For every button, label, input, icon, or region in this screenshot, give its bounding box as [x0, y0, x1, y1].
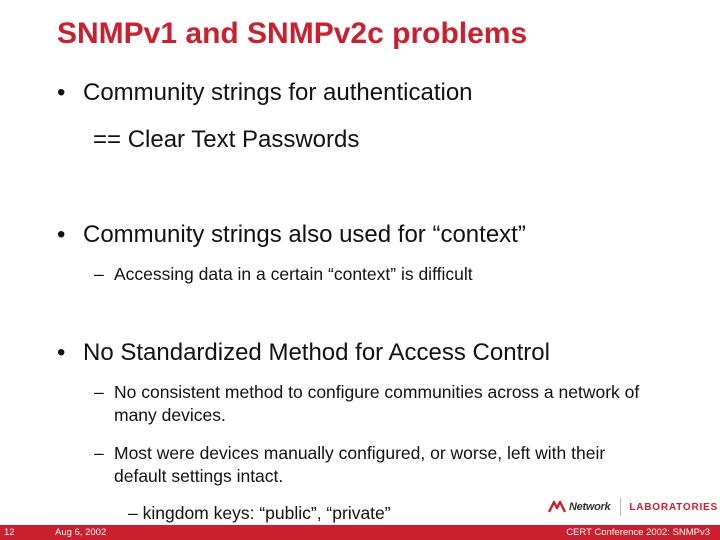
bullet-community-context: [57, 221, 526, 249]
logo-laboratories: LABORATORIES: [629, 501, 718, 513]
footer-conference: CERT Conference 2002: SNMPv3: [566, 527, 710, 538]
network-logo-icon: [548, 500, 566, 514]
sub-sub-bullet-kingdom-keys: [128, 503, 391, 524]
bullet-community-auth: [57, 79, 473, 107]
sub-bullet-context: [94, 263, 654, 286]
footer-date: Aug 6, 2002: [55, 527, 107, 538]
bullet-dot: •: [57, 339, 66, 366]
sub-bullet-text: Accessing data in a certain “context” is difficult: [114, 264, 473, 284]
bullet-continuation: == Clear Text Passwords: [93, 126, 360, 153]
dash: –: [94, 264, 104, 284]
network-associates-logo: [548, 496, 718, 518]
dash: –: [94, 443, 104, 463]
bullet-text: Community strings also used for “context”: [83, 221, 526, 248]
sub-bullet-consistent: [94, 381, 654, 427]
logo-brand: Network: [569, 501, 611, 513]
bullet-dot: •: [57, 79, 66, 106]
logo-divider: [620, 498, 621, 516]
slide-title: SNMPv1 and SNMPv2c problems: [57, 17, 528, 50]
dash: –: [128, 503, 138, 523]
footer-page-number: 12: [4, 527, 15, 538]
dash: –: [94, 382, 104, 402]
sub-bullet-manual: [94, 442, 654, 488]
sub-bullet-text: Most were devices manually configured, or worse, left with their default settings intact.: [114, 443, 606, 486]
sub-sub-bullet-text: kingdom keys: “public”, “private”: [142, 503, 391, 523]
bullet-text: No Standardized Method for Access Control: [83, 339, 550, 366]
bullet-access-control: [57, 339, 550, 367]
bullet-text: Community strings for authentication: [83, 79, 473, 106]
sub-bullet-text: No consistent method to configure communities across a network of many devices.: [114, 382, 640, 425]
bullet-dot: •: [57, 221, 66, 248]
